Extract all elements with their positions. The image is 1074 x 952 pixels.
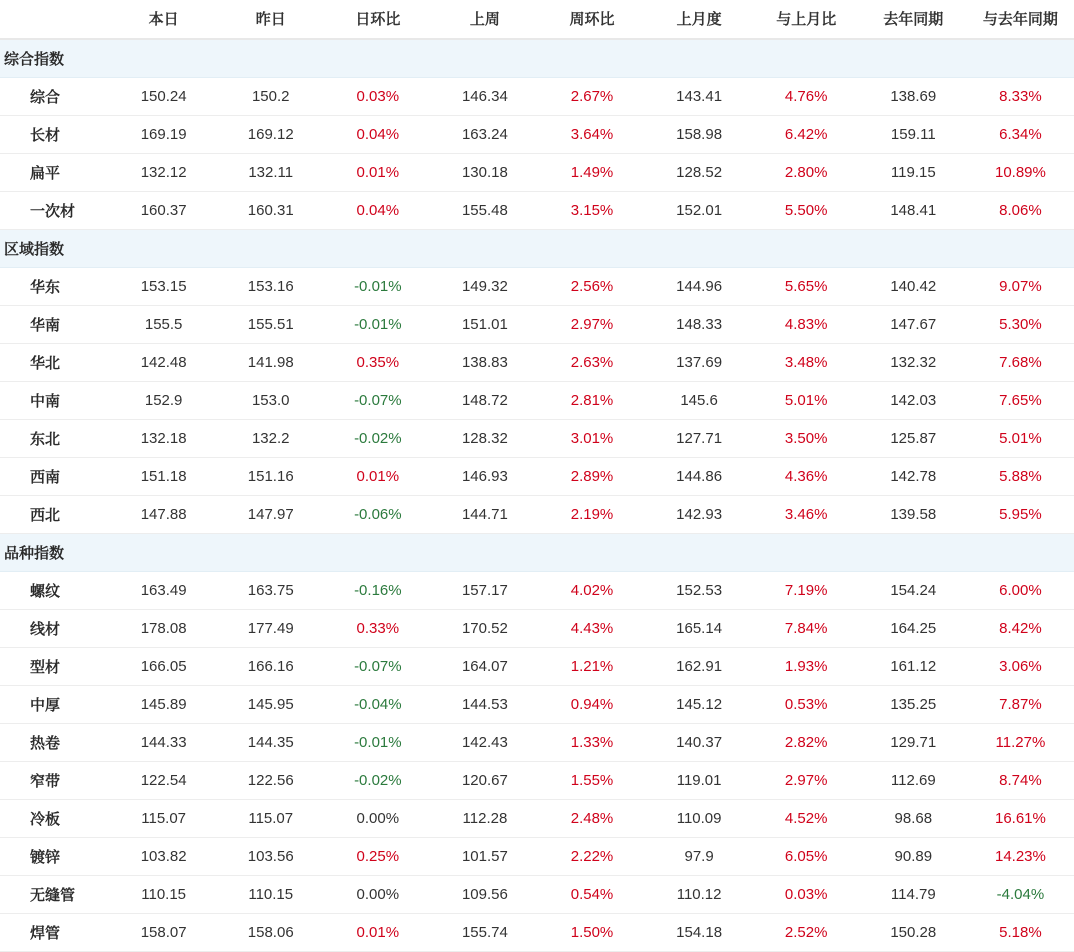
cell-year_chg: 3.06% — [967, 648, 1074, 686]
cell-last_week: 163.24 — [431, 116, 538, 154]
column-header-last_week: 上周 — [431, 0, 538, 39]
cell-yesterday: 150.2 — [217, 78, 324, 116]
cell-day_chg: 0.04% — [324, 192, 431, 230]
cell-last_year: 150.28 — [860, 914, 967, 952]
group-label: 综合指数 — [0, 39, 1074, 78]
cell-last_week: 128.32 — [431, 420, 538, 458]
cell-year_chg: 14.23% — [967, 838, 1074, 876]
row-label: 中南 — [0, 382, 110, 420]
table-row — [0, 116, 1074, 154]
cell-yesterday: 155.51 — [217, 306, 324, 344]
cell-last_week: 146.93 — [431, 458, 538, 496]
cell-week_chg: 2.89% — [538, 458, 645, 496]
cell-day_chg: 0.00% — [324, 800, 431, 838]
row-label: 西北 — [0, 496, 110, 534]
cell-week_chg: 2.48% — [538, 800, 645, 838]
table-row — [0, 914, 1074, 952]
cell-last_year: 135.25 — [860, 686, 967, 724]
table-row — [0, 648, 1074, 686]
column-header-month_chg: 与上月比 — [753, 0, 860, 39]
cell-today: 147.88 — [110, 496, 217, 534]
group-label: 区域指数 — [0, 230, 1074, 268]
cell-last_year: 142.03 — [860, 382, 967, 420]
cell-last_week: 120.67 — [431, 762, 538, 800]
cell-month_chg: 7.19% — [753, 572, 860, 610]
table-row — [0, 420, 1074, 458]
cell-last_month: 144.96 — [646, 268, 753, 306]
cell-day_chg: 0.00% — [324, 876, 431, 914]
cell-yesterday: 158.06 — [217, 914, 324, 952]
cell-yesterday: 153.16 — [217, 268, 324, 306]
cell-today: 122.54 — [110, 762, 217, 800]
column-header-name — [0, 0, 110, 39]
cell-year_chg: 5.18% — [967, 914, 1074, 952]
cell-day_chg: 0.01% — [324, 914, 431, 952]
table-row — [0, 800, 1074, 838]
cell-week_chg: 2.97% — [538, 306, 645, 344]
cell-last_year: 147.67 — [860, 306, 967, 344]
row-label: 型材 — [0, 648, 110, 686]
cell-today: 155.5 — [110, 306, 217, 344]
cell-today: 153.15 — [110, 268, 217, 306]
cell-last_month: 148.33 — [646, 306, 753, 344]
cell-yesterday: 132.11 — [217, 154, 324, 192]
cell-last_week: 164.07 — [431, 648, 538, 686]
cell-yesterday: 144.35 — [217, 724, 324, 762]
cell-last_month: 97.9 — [646, 838, 753, 876]
row-label: 东北 — [0, 420, 110, 458]
column-header-today: 本日 — [110, 0, 217, 39]
cell-today: 166.05 — [110, 648, 217, 686]
column-header-day_chg: 日环比 — [324, 0, 431, 39]
cell-year_chg: 8.42% — [967, 610, 1074, 648]
cell-last_week: 151.01 — [431, 306, 538, 344]
cell-last_month: 119.01 — [646, 762, 753, 800]
cell-year_chg: 16.61% — [967, 800, 1074, 838]
row-label: 线材 — [0, 610, 110, 648]
cell-last_year: 161.12 — [860, 648, 967, 686]
group-header-row — [0, 39, 1074, 78]
cell-last_year: 129.71 — [860, 724, 967, 762]
row-label: 焊管 — [0, 914, 110, 952]
cell-day_chg: -0.01% — [324, 306, 431, 344]
cell-last_week: 109.56 — [431, 876, 538, 914]
table-row — [0, 306, 1074, 344]
cell-last_month: 145.6 — [646, 382, 753, 420]
cell-week_chg: 2.19% — [538, 496, 645, 534]
cell-month_chg: 4.52% — [753, 800, 860, 838]
cell-today: 160.37 — [110, 192, 217, 230]
cell-last_month: 110.12 — [646, 876, 753, 914]
cell-week_chg: 2.67% — [538, 78, 645, 116]
cell-yesterday: 110.15 — [217, 876, 324, 914]
cell-today: 169.19 — [110, 116, 217, 154]
cell-last_month: 152.01 — [646, 192, 753, 230]
cell-month_chg: 2.80% — [753, 154, 860, 192]
cell-last_week: 112.28 — [431, 800, 538, 838]
cell-last_month: 140.37 — [646, 724, 753, 762]
cell-yesterday: 115.07 — [217, 800, 324, 838]
cell-today: 110.15 — [110, 876, 217, 914]
cell-last_month: 137.69 — [646, 344, 753, 382]
cell-week_chg: 3.01% — [538, 420, 645, 458]
cell-last_week: 144.71 — [431, 496, 538, 534]
cell-day_chg: 0.25% — [324, 838, 431, 876]
cell-day_chg: -0.07% — [324, 648, 431, 686]
column-header-year_chg: 与去年同期 — [967, 0, 1074, 39]
cell-month_chg: 4.76% — [753, 78, 860, 116]
cell-last_month: 165.14 — [646, 610, 753, 648]
row-label: 螺纹 — [0, 572, 110, 610]
cell-last_year: 98.68 — [860, 800, 967, 838]
cell-day_chg: -0.04% — [324, 686, 431, 724]
row-label: 一次材 — [0, 192, 110, 230]
cell-last_month: 127.71 — [646, 420, 753, 458]
group-header-row — [0, 230, 1074, 268]
cell-year_chg: 5.01% — [967, 420, 1074, 458]
column-header-week_chg: 周环比 — [538, 0, 645, 39]
table-row — [0, 876, 1074, 914]
cell-week_chg: 4.02% — [538, 572, 645, 610]
cell-today: 158.07 — [110, 914, 217, 952]
cell-week_chg: 2.63% — [538, 344, 645, 382]
row-label: 窄带 — [0, 762, 110, 800]
cell-last_week: 155.74 — [431, 914, 538, 952]
group-header-row — [0, 534, 1074, 572]
cell-last_week: 155.48 — [431, 192, 538, 230]
table-row — [0, 610, 1074, 648]
cell-today: 132.18 — [110, 420, 217, 458]
cell-yesterday: 177.49 — [217, 610, 324, 648]
cell-year_chg: 7.87% — [967, 686, 1074, 724]
cell-month_chg: 5.50% — [753, 192, 860, 230]
cell-year_chg: 7.68% — [967, 344, 1074, 382]
cell-month_chg: 5.65% — [753, 268, 860, 306]
row-label: 长材 — [0, 116, 110, 154]
cell-last_year: 119.15 — [860, 154, 967, 192]
cell-last_week: 144.53 — [431, 686, 538, 724]
cell-last_year: 112.69 — [860, 762, 967, 800]
column-header-yesterday: 昨日 — [217, 0, 324, 39]
table-row — [0, 686, 1074, 724]
cell-last_year: 154.24 — [860, 572, 967, 610]
cell-year_chg: 10.89% — [967, 154, 1074, 192]
cell-year_chg: 8.33% — [967, 78, 1074, 116]
cell-day_chg: -0.16% — [324, 572, 431, 610]
cell-yesterday: 141.98 — [217, 344, 324, 382]
cell-last_month: 152.53 — [646, 572, 753, 610]
cell-today: 115.07 — [110, 800, 217, 838]
row-label: 热卷 — [0, 724, 110, 762]
table-row — [0, 724, 1074, 762]
cell-day_chg: -0.01% — [324, 268, 431, 306]
cell-week_chg: 2.22% — [538, 838, 645, 876]
row-label: 无缝管 — [0, 876, 110, 914]
cell-year_chg: -4.04% — [967, 876, 1074, 914]
cell-last_month: 145.12 — [646, 686, 753, 724]
cell-last_year: 138.69 — [860, 78, 967, 116]
cell-day_chg: -0.02% — [324, 762, 431, 800]
cell-last_month: 143.41 — [646, 78, 753, 116]
table-row — [0, 458, 1074, 496]
cell-month_chg: 0.53% — [753, 686, 860, 724]
cell-today: 132.12 — [110, 154, 217, 192]
cell-day_chg: 0.35% — [324, 344, 431, 382]
cell-last_week: 130.18 — [431, 154, 538, 192]
cell-year_chg: 5.30% — [967, 306, 1074, 344]
cell-today: 152.9 — [110, 382, 217, 420]
cell-week_chg: 1.55% — [538, 762, 645, 800]
table-row — [0, 572, 1074, 610]
cell-year_chg: 5.95% — [967, 496, 1074, 534]
cell-day_chg: 0.01% — [324, 154, 431, 192]
row-label: 扁平 — [0, 154, 110, 192]
cell-week_chg: 1.33% — [538, 724, 645, 762]
table-row — [0, 838, 1074, 876]
cell-year_chg: 7.65% — [967, 382, 1074, 420]
cell-week_chg: 1.49% — [538, 154, 645, 192]
cell-last_year: 142.78 — [860, 458, 967, 496]
cell-yesterday: 160.31 — [217, 192, 324, 230]
cell-last_month: 144.86 — [646, 458, 753, 496]
cell-week_chg: 0.54% — [538, 876, 645, 914]
cell-day_chg: 0.01% — [324, 458, 431, 496]
cell-last_year: 164.25 — [860, 610, 967, 648]
cell-yesterday: 122.56 — [217, 762, 324, 800]
cell-year_chg: 9.07% — [967, 268, 1074, 306]
cell-last_month: 110.09 — [646, 800, 753, 838]
cell-yesterday: 151.16 — [217, 458, 324, 496]
cell-day_chg: 0.04% — [324, 116, 431, 154]
cell-week_chg: 4.43% — [538, 610, 645, 648]
cell-week_chg: 3.64% — [538, 116, 645, 154]
cell-day_chg: -0.01% — [324, 724, 431, 762]
cell-year_chg: 8.74% — [967, 762, 1074, 800]
cell-last_week: 157.17 — [431, 572, 538, 610]
cell-today: 103.82 — [110, 838, 217, 876]
cell-week_chg: 0.94% — [538, 686, 645, 724]
cell-month_chg: 4.36% — [753, 458, 860, 496]
cell-month_chg: 5.01% — [753, 382, 860, 420]
cell-month_chg: 2.52% — [753, 914, 860, 952]
row-label: 综合 — [0, 78, 110, 116]
cell-month_chg: 3.50% — [753, 420, 860, 458]
cell-last_year: 114.79 — [860, 876, 967, 914]
cell-day_chg: -0.07% — [324, 382, 431, 420]
cell-today: 145.89 — [110, 686, 217, 724]
cell-month_chg: 6.42% — [753, 116, 860, 154]
cell-week_chg: 1.50% — [538, 914, 645, 952]
table-row — [0, 344, 1074, 382]
table-row — [0, 268, 1074, 306]
cell-last_year: 90.89 — [860, 838, 967, 876]
cell-month_chg: 0.03% — [753, 876, 860, 914]
table-row — [0, 154, 1074, 192]
cell-last_month: 162.91 — [646, 648, 753, 686]
cell-month_chg: 7.84% — [753, 610, 860, 648]
table-row — [0, 382, 1074, 420]
cell-today: 144.33 — [110, 724, 217, 762]
cell-day_chg: 0.03% — [324, 78, 431, 116]
cell-week_chg: 1.21% — [538, 648, 645, 686]
table-row — [0, 78, 1074, 116]
cell-yesterday: 153.0 — [217, 382, 324, 420]
row-label: 冷板 — [0, 800, 110, 838]
cell-last_year: 132.32 — [860, 344, 967, 382]
cell-last_month: 158.98 — [646, 116, 753, 154]
group-label: 品种指数 — [0, 534, 1074, 572]
cell-yesterday: 103.56 — [217, 838, 324, 876]
cell-month_chg: 3.48% — [753, 344, 860, 382]
cell-day_chg: -0.06% — [324, 496, 431, 534]
row-label: 华南 — [0, 306, 110, 344]
cell-today: 150.24 — [110, 78, 217, 116]
cell-week_chg: 2.56% — [538, 268, 645, 306]
cell-last_week: 149.32 — [431, 268, 538, 306]
cell-day_chg: 0.33% — [324, 610, 431, 648]
cell-yesterday: 169.12 — [217, 116, 324, 154]
table-row — [0, 762, 1074, 800]
table-body — [0, 39, 1074, 952]
cell-last_month: 154.18 — [646, 914, 753, 952]
cell-week_chg: 3.15% — [538, 192, 645, 230]
cell-last_week: 142.43 — [431, 724, 538, 762]
cell-yesterday: 166.16 — [217, 648, 324, 686]
cell-yesterday: 132.2 — [217, 420, 324, 458]
cell-last_week: 146.34 — [431, 78, 538, 116]
cell-last_year: 140.42 — [860, 268, 967, 306]
cell-month_chg: 6.05% — [753, 838, 860, 876]
cell-last_week: 101.57 — [431, 838, 538, 876]
column-header-last_year: 去年同期 — [860, 0, 967, 39]
cell-last_week: 148.72 — [431, 382, 538, 420]
cell-month_chg: 3.46% — [753, 496, 860, 534]
cell-last_week: 138.83 — [431, 344, 538, 382]
cell-year_chg: 6.34% — [967, 116, 1074, 154]
cell-day_chg: -0.02% — [324, 420, 431, 458]
table-row — [0, 192, 1074, 230]
row-label: 华北 — [0, 344, 110, 382]
cell-today: 178.08 — [110, 610, 217, 648]
cell-last_year: 159.11 — [860, 116, 967, 154]
header-row — [0, 0, 1074, 39]
cell-month_chg: 1.93% — [753, 648, 860, 686]
cell-year_chg: 5.88% — [967, 458, 1074, 496]
row-label: 中厚 — [0, 686, 110, 724]
cell-year_chg: 11.27% — [967, 724, 1074, 762]
table-header — [0, 0, 1074, 39]
cell-last_year: 125.87 — [860, 420, 967, 458]
cell-last_week: 170.52 — [431, 610, 538, 648]
cell-last_year: 148.41 — [860, 192, 967, 230]
row-label: 华东 — [0, 268, 110, 306]
cell-yesterday: 147.97 — [217, 496, 324, 534]
cell-yesterday: 145.95 — [217, 686, 324, 724]
cell-month_chg: 4.83% — [753, 306, 860, 344]
cell-week_chg: 2.81% — [538, 382, 645, 420]
table-row — [0, 496, 1074, 534]
row-label: 西南 — [0, 458, 110, 496]
cell-last_year: 139.58 — [860, 496, 967, 534]
cell-last_month: 142.93 — [646, 496, 753, 534]
cell-year_chg: 8.06% — [967, 192, 1074, 230]
cell-yesterday: 163.75 — [217, 572, 324, 610]
cell-year_chg: 6.00% — [967, 572, 1074, 610]
cell-month_chg: 2.82% — [753, 724, 860, 762]
column-header-last_month: 上月度 — [646, 0, 753, 39]
row-label: 镀锌 — [0, 838, 110, 876]
cell-last_month: 128.52 — [646, 154, 753, 192]
cell-today: 142.48 — [110, 344, 217, 382]
cell-today: 163.49 — [110, 572, 217, 610]
cell-today: 151.18 — [110, 458, 217, 496]
cell-month_chg: 2.97% — [753, 762, 860, 800]
